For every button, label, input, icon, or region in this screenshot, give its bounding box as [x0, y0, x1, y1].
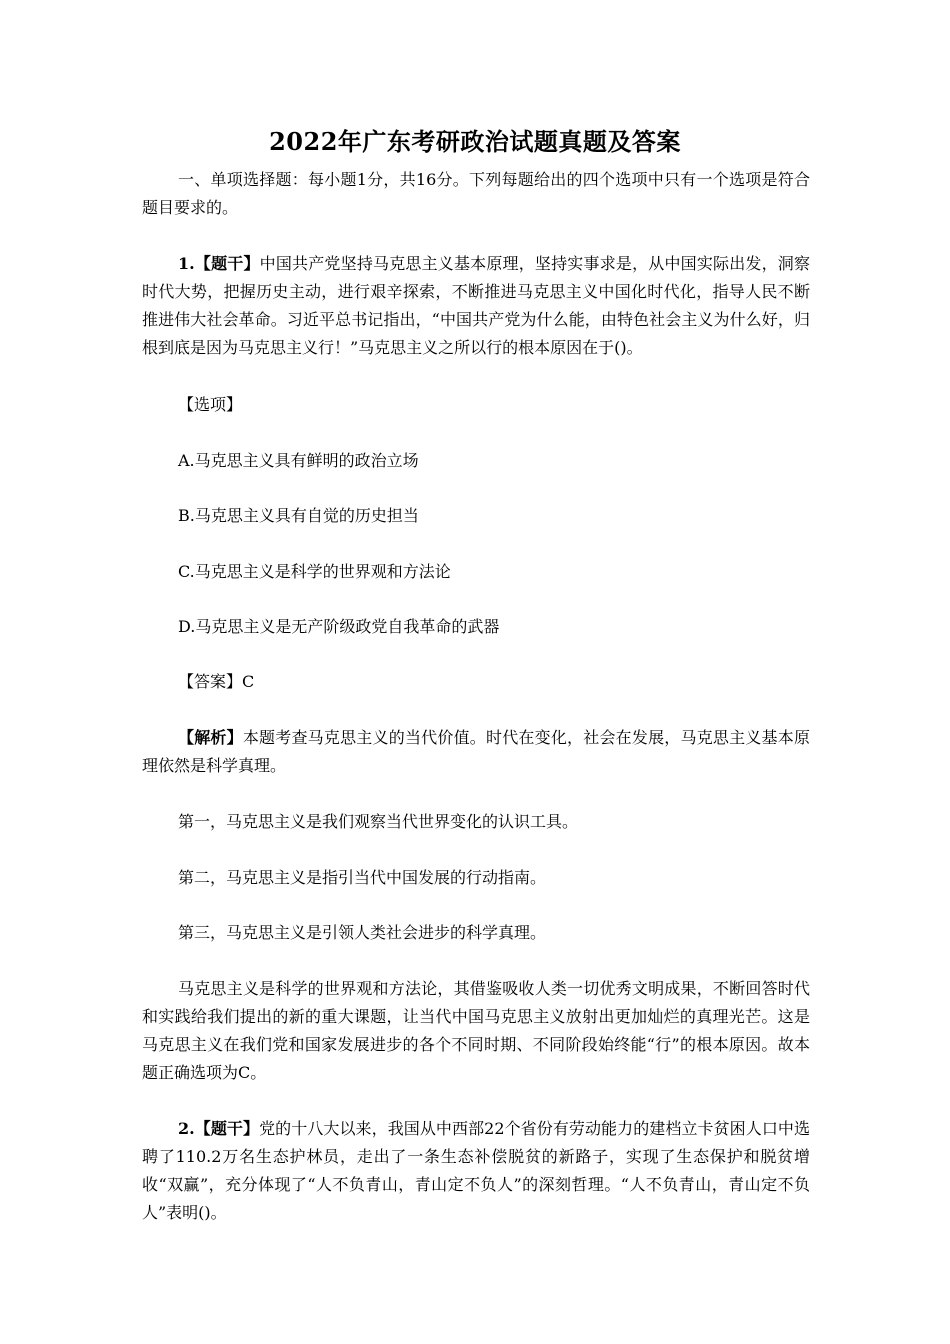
q1-answer-label: 【答案】: [178, 672, 243, 691]
q1-option-c: C.马克思主义是科学的世界观和方法论: [178, 562, 451, 581]
page-title: 2022年广东考研政治试题真题及答案: [269, 127, 681, 156]
question-1-stem: [142, 250, 810, 362]
q2-stem-label: 2.【题干】: [178, 1119, 260, 1138]
q1-option-a: A.马克思主义具有鲜明的政治立场: [178, 451, 419, 470]
q1-point-2: 第二，马克思主义是指引当代中国发展的行动指南。: [178, 868, 547, 887]
q1-analysis: [142, 724, 810, 780]
q1-answer: [142, 668, 810, 696]
q1-point-1: 第一，马克思主义是我们观察当代世界变化的认识工具。: [178, 812, 579, 831]
q1-stem-text: 中国共产党坚持马克思主义基本原理，坚持实事求是，从中国实际出发，洞察时代大势，把握历史主动，进行艰辛探索，不断推进马克思主义中国化时代化，指导人民不断推进伟大社会革命。习近平总书记指出，“中国共产党为什么能，由特色社会主义为什么好，归根到底是因为马克思主义行！”马克思主义之所以行的根本原因在于()。: [142, 254, 810, 357]
q1-analysis-text: 本题考查马克思主义的当代价值。时代在变化，社会在发展，马克思主义基本原理依然是科学真理。: [142, 728, 810, 775]
q1-option-d: D.马克思主义是无产阶级政党自我革命的武器: [178, 617, 500, 636]
q2-stem-text: 党的十八大以来，我国从中西部22个省份有劳动能力的建档立卡贫困人口中选聘了110.2万名生态护林员，走出了一条生态补偿脱贫的新路子，实现了生态保护和脱贫增收“双赢”，充分体现了“人不负青山，青山定不负人”的深刻哲理。“人不负青山，青山定不负人”表明()。: [142, 1119, 810, 1222]
q1-options-label: 【选项】: [178, 395, 243, 414]
q1-point-3: 第三，马克思主义是引领人类社会进步的科学真理。: [178, 923, 547, 942]
q1-stem-label: 1.【题干】: [178, 254, 260, 273]
section-intro: [142, 166, 810, 222]
q1-analysis-label: 【解析】: [178, 728, 243, 747]
q1-answer-value: C: [242, 672, 255, 691]
q1-option-b: B.马克思主义具有自觉的历史担当: [178, 506, 419, 525]
question-2-stem: [142, 1115, 810, 1227]
intro-text: 一、单项选择题：每小题1分，共16分。下列每题给出的四个选项中只有一个选项是符合题目要求的。: [142, 170, 810, 217]
q1-conclusion: 马克思主义是科学的世界观和方法论，其借鉴吸收人类一切优秀文明成果，不断回答时代和实践给我们提出的新的重大课题，让当代中国马克思主义放射出更加灿烂的真理光芒。这是马克思主义在我们党和国家发展进步的各个不同时期、不同阶段始终能“行”的根本原因。故本题正确选项为C。: [142, 979, 810, 1082]
